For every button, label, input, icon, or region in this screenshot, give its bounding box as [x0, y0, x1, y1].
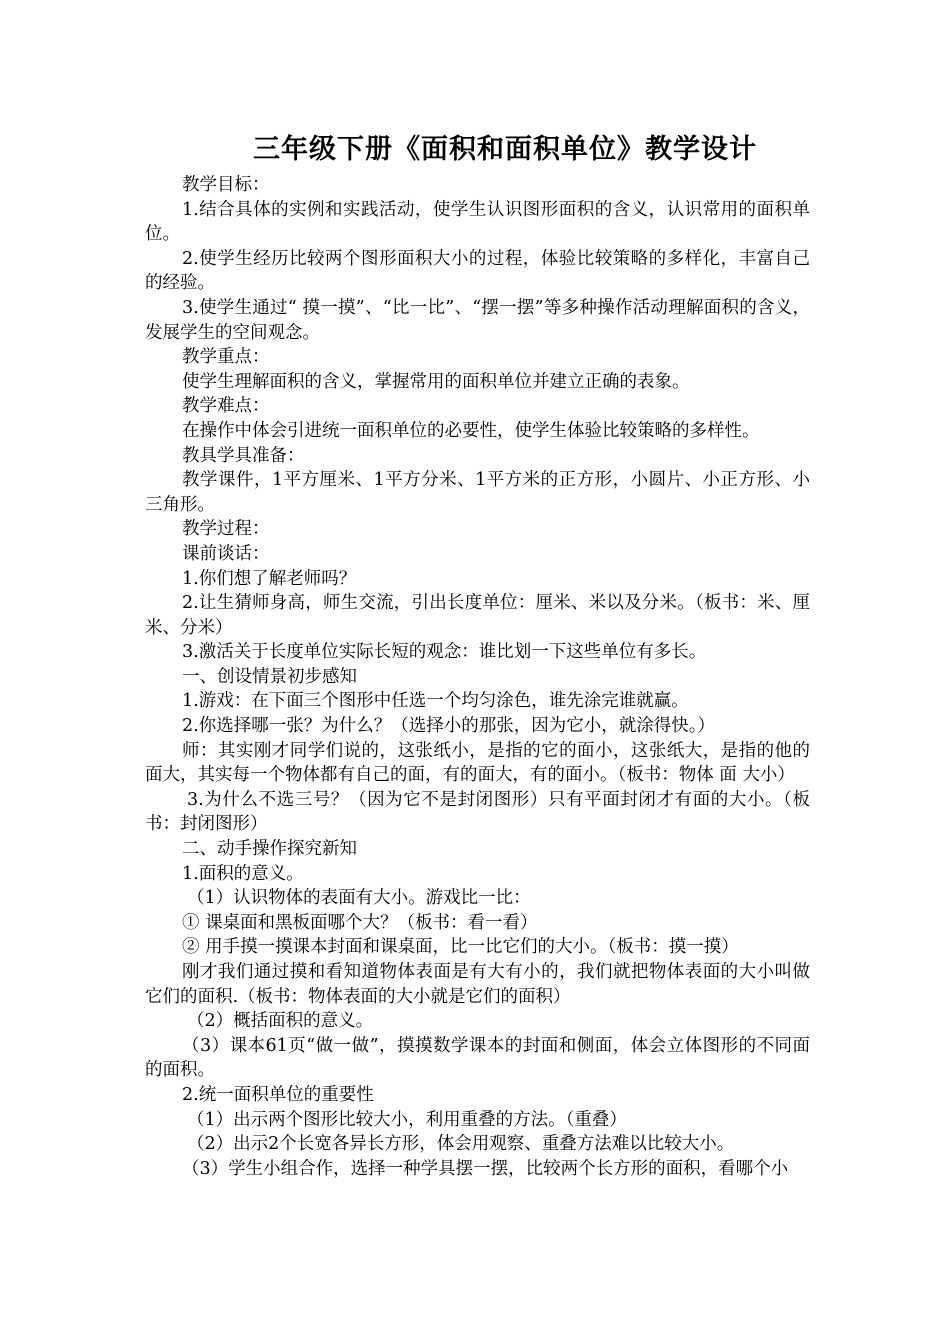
paragraph-materials: 教学课件，1平方厘米、1平方分米、1平方米的正方形，小圆片、小正方形、小三角形。 — [145, 470, 810, 515]
document-body — [145, 173, 810, 1181]
paragraph-section-2-heading: 二、动手操作探究新知 — [182, 839, 357, 860]
paragraph-unit-importance: 2.统一面积单位的重要性 — [182, 1084, 374, 1105]
paragraph-objective-2: 2.使学生经历比较两个图形面积大小的过程，体验比较策略的多样化，丰富自己的经验。 — [145, 248, 810, 294]
paragraph-area-step-1b: ② 用手摸一摸课本封面和课桌面，比一比它们的大小。（板书：摸一摸） — [182, 937, 739, 958]
paragraph-objective-3: 3.使学生通过“ 摸一摸”、“比一比”、“摆一摆”等多种操作活动理解面积的含义，发展学生的空间观念。 — [145, 297, 810, 343]
paragraph-area-step-1a: ① 课桌面和黑板面哪个大？（板书：看一看） — [182, 912, 538, 933]
paragraph-key-points-heading: 教学重点： — [182, 347, 270, 368]
paragraph-objective-1: 1.结合具体的实例和实践活动，使学生认识图形面积的含义，认识常用的面积单位。 — [145, 199, 810, 245]
paragraph-unit-step-3: （3）学生小组合作，选择一种学具摆一摆，比较两个长方形的面积，看哪个小 — [182, 1158, 789, 1179]
paragraph-area-step-3: （3）课本61页“做一做”，摸摸数学课本的封面和侧面，体会立体图形的不同面的面积。 — [145, 1035, 810, 1081]
paragraph-pre-talk-2: 2.让生猜师身高，师生交流，引出长度单位：厘米、米以及分米。（板书：米、厘米、分米） — [145, 593, 810, 638]
paragraph-area-step-2: （2）概括面积的意义。 — [187, 1011, 374, 1032]
paragraph-pre-talk-3: 3.激活关于长度单位实际长短的观念：谁比划一下这些单位有多长。 — [182, 642, 707, 663]
paragraph-area-step-1: （1）认识物体的表面有大小。游戏比一比： — [187, 888, 531, 909]
paragraph-materials-heading: 教具学具准备： — [182, 445, 305, 466]
paragraph-pre-talk-heading: 课前谈话： — [182, 543, 270, 564]
paragraph-pre-talk-1: 1.你们想了解老师吗？ — [182, 568, 357, 589]
paragraph-area-meaning: 1.面积的意义。 — [182, 863, 304, 884]
paragraph-key-points: 使学生理解面积的含义，掌握常用的面积单位并建立正确的表象。 — [182, 371, 690, 392]
paragraph-difficulty-heading: 教学难点： — [182, 396, 270, 417]
paragraph-objectives-heading: 教学目标： — [182, 175, 270, 195]
paragraph-teacher-remark: 师：其实刚才同学们说的，这张纸小，是指的它的面小，这张纸大，是指的他的面大，其实每一个物体都有自己的面，有的面大，有的面小。（板书：物体 面 大小） — [145, 740, 810, 786]
paragraph-difficulty: 在操作中体会引进统一面积单位的必要性，使学生体验比较策略的多样性。 — [182, 420, 760, 441]
paragraph-unit-step-2: （2）出示2个长宽各异长方形，体会用观察、重叠方法难以比较大小。 — [187, 1134, 735, 1155]
paragraph-section-1-item-2: 2.你选择哪一张？为什么？（选择小的那张，因为它小，就涂得快。） — [182, 716, 715, 737]
paragraph-area-summary: 刚才我们通过摸和看知道物体表面是有大有小的，我们就把物体表面的大小叫做它们的面积.（板书：物体表面的大小就是它们的面积） — [145, 962, 810, 1007]
paragraph-unit-step-1: （1）出示两个图形比较大小，利用重叠的方法。（重叠） — [187, 1109, 627, 1130]
paragraph-section-1-item-3: 3.为什么不选三号？（因为它不是封闭图形）只有平面封闭才有面的大小。（板书：封闭图形） — [145, 789, 810, 835]
paragraph-section-1-heading: 一、创设情景初步感知 — [182, 666, 357, 687]
paragraph-process-heading: 教学过程： — [182, 519, 270, 540]
document-title: 三年级下册《面积和面积单位》教学设计 — [253, 134, 757, 165]
paragraph-section-1-item-1: 1.游戏：在下面三个图形中任选一个均匀涂色，谁先涂完谁就赢。 — [182, 691, 689, 712]
